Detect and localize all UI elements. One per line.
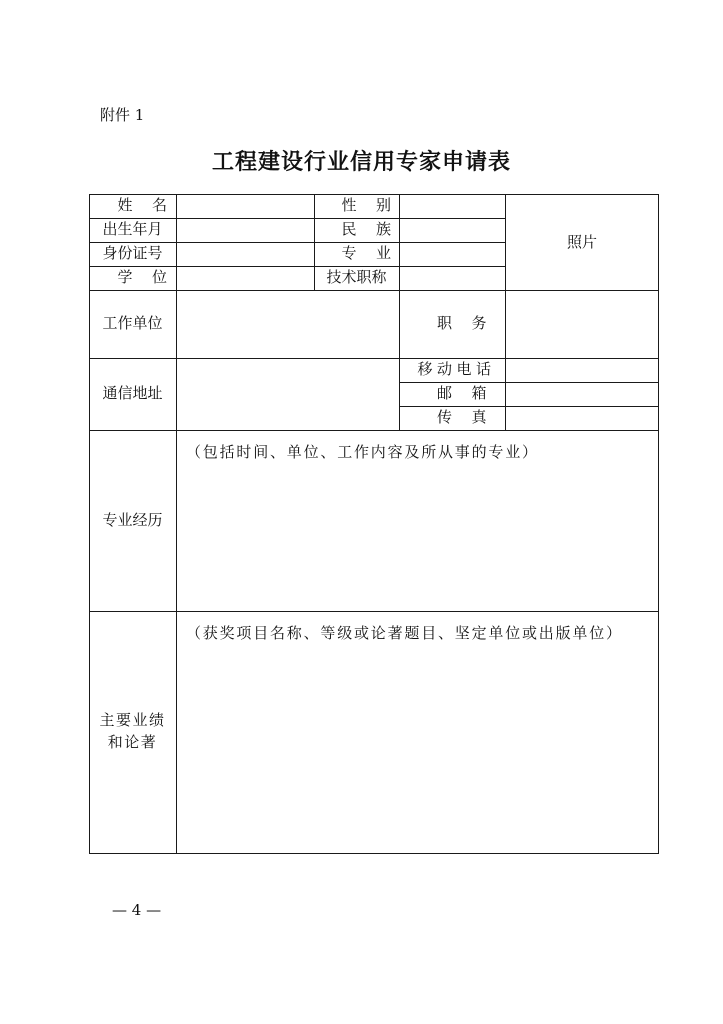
- mobile-label: 移动电话: [417, 360, 496, 379]
- achievements-area[interactable]: [177, 612, 658, 853]
- degree-label: 学位: [117, 268, 187, 287]
- fax-field[interactable]: [506, 407, 658, 430]
- email-field[interactable]: [506, 383, 658, 406]
- address-label: 通信地址: [102, 384, 163, 403]
- name-label: 姓名: [117, 196, 187, 215]
- email-label: 邮箱: [436, 384, 506, 403]
- title-label: 技术职称: [326, 268, 387, 287]
- mobile-field[interactable]: [506, 359, 658, 382]
- degree-field[interactable]: [177, 267, 314, 290]
- id-number-field[interactable]: [177, 243, 314, 266]
- achievements-label: [89, 611, 176, 853]
- achievements-note: （获奖项目名称、等级或论著题目、坚定单位或出版单位）: [186, 624, 623, 642]
- fax-label: 传真: [436, 408, 506, 427]
- ethnicity-field[interactable]: [400, 219, 505, 242]
- ethnicity-label: 民族: [341, 220, 411, 239]
- achievements-label-line1: 主要业绩: [99, 711, 166, 730]
- birth-field[interactable]: [177, 219, 314, 242]
- experience-note: （包括时间、单位、工作内容及所从事的专业）: [186, 443, 539, 461]
- form-title: 工程建设行业信用专家申请表: [211, 149, 511, 175]
- major-field[interactable]: [400, 243, 505, 266]
- page-number: — 4 —: [112, 901, 162, 919]
- photo-box[interactable]: 照片: [566, 232, 597, 251]
- employer-label: 工作单位: [102, 314, 163, 333]
- address-field[interactable]: [177, 359, 399, 430]
- birth-label: 出生年月: [102, 220, 163, 239]
- title-field[interactable]: [400, 267, 505, 290]
- name-field[interactable]: [177, 195, 314, 218]
- experience-area[interactable]: [177, 431, 658, 611]
- position-field[interactable]: [506, 291, 658, 358]
- position-label: 职务: [436, 314, 506, 333]
- gender-field[interactable]: [400, 195, 505, 218]
- employer-field[interactable]: [177, 291, 399, 358]
- gender-label: 性别: [341, 196, 411, 215]
- achievements-label-line2: 和论著: [107, 733, 158, 751]
- id-number-label: 身份证号: [102, 244, 163, 263]
- attachment-label: 附件 1: [100, 106, 145, 124]
- major-label: 专业: [341, 244, 411, 263]
- experience-label: 专业经历: [102, 510, 163, 529]
